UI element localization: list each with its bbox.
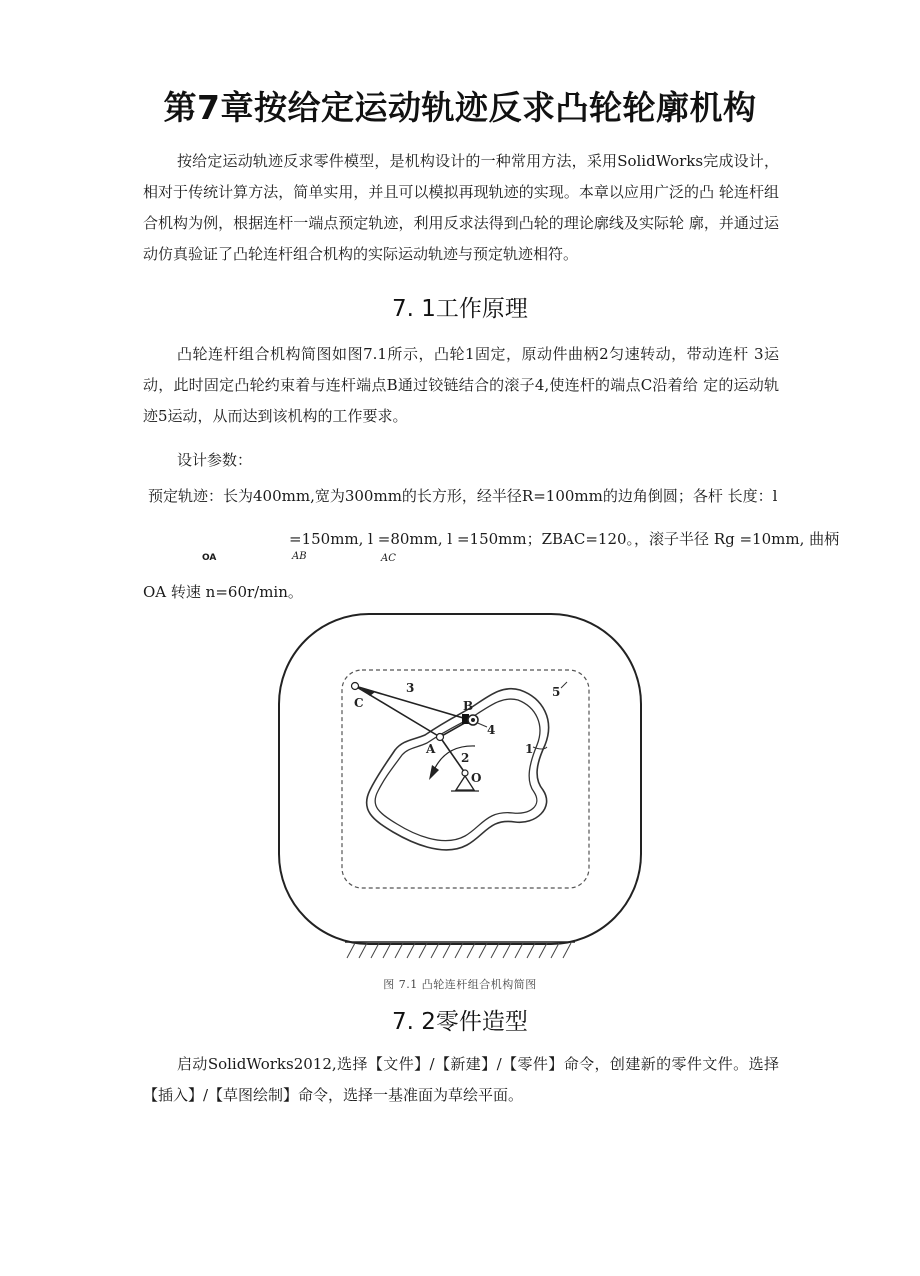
pivot-c (352, 683, 359, 690)
subscript-ac: AC (381, 553, 396, 564)
intro-paragraph: 按给定运动轨迹反求零件模型，是机构设计的一种常用方法，采用SolidWorks完成设计，相对于传统计算方法，简单实用，并且可以模拟再现轨迹的实现。本章以应用广泛的凸 轮连杆组合机构为例，根据连杆一端点预定轨迹，利用反求法得到凸轮的理论廓线及实际轮 廓，并通过运动仿真验证了凸轮连杆组合机构的实际运动轨迹与预定轨迹相符。 (143, 152, 779, 263)
pivot-a (437, 734, 444, 741)
part-modeling-paragraph: 启动SolidWorks2012,选择【文件】/【新建】/【零件】命令，创建新的零件文件。选择【插入】/【草图绘制】命令，选择一基准面为草绘平面。 (143, 1055, 779, 1104)
design-params-line-2: =150mm, l =80mm, l =150mm；ZBAC=120。，滚子半径 Rg =10mm, 曲柄 (289, 530, 840, 548)
label-4: 4 (487, 723, 496, 737)
label-a: A (426, 742, 436, 756)
cam-linkage-diagram (275, 610, 645, 970)
subscript-ab: AB (292, 551, 307, 562)
cam-profile-outer (367, 689, 549, 850)
roller-4-center (471, 718, 475, 722)
section-heading-part-modeling: 7. 2零件造型 (392, 1009, 528, 1035)
figure-caption: 图 7.1 凸轮连杆组合机构简图 (383, 978, 537, 991)
label-3: 3 (406, 681, 415, 695)
ground-hatching (347, 943, 571, 958)
label-5: 5 (552, 685, 561, 699)
cam-profile-inner (375, 699, 540, 841)
label-b: B (463, 699, 474, 713)
label-c: C (354, 696, 364, 710)
section-heading-working-principle: 7. 1工作原理 (392, 296, 528, 322)
label-2: 2 (461, 751, 470, 765)
housing-outline (279, 614, 641, 944)
rod-tip-mark (359, 687, 375, 696)
label-1: 1 (525, 742, 534, 756)
design-params-label: 设计参数： (177, 451, 253, 469)
trajectory-5-leader (561, 682, 567, 688)
subscript-oa: OA (202, 553, 217, 563)
working-principle-paragraph: 凸轮连杆组合机构简图如图7.1所示，凸轮1固定，原动件曲柄2匀速转动，带动连杆 3运动，此时固定凸轮约束着与连杆端点B通过铰链结合的滚子4,使连杆的端点C沿着给 定的运动轨迹5运动，从而达到该机构的工作要求。 (143, 345, 779, 425)
rotation-arrow-icon (429, 765, 439, 780)
label-o: O (471, 771, 482, 785)
design-params-line-1: 预定轨迹：长为400mm,宽为300mm的长方形，经半径R=100mm的边角倒圆；各杆 长度：l (148, 487, 778, 505)
chapter-title: 第7章按给定运动轨迹反求凸轮轮廓机构 (163, 88, 757, 127)
design-params-line-3: OA 转速 n=60r/min。 (143, 583, 303, 601)
